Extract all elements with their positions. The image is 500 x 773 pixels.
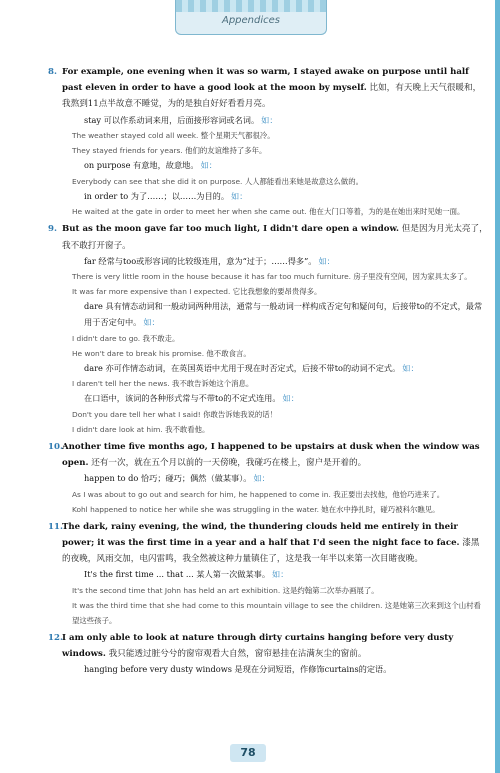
usage-note-text: It's the first time ... that ... 某人第一次做某事。 (84, 569, 271, 580)
example-chinese: 我正要出去找他，他恰巧进来了。 (333, 489, 445, 499)
example-sentence (38, 502, 488, 517)
entry-sentence (38, 519, 488, 568)
entry-number: 9. (48, 224, 57, 235)
example-label: 如： (272, 569, 289, 580)
example-chinese: 房子里没有空间，因为家具太多了。 (353, 272, 472, 282)
example-english: Everybody can see that she did it on purpose. (72, 176, 243, 186)
example-english: It was the third time that she had come to this mountain village to see the children. (72, 600, 383, 610)
example-sentence (38, 269, 488, 284)
example-chinese: 他们的友谊维持了多年。 (185, 146, 267, 156)
entry-chinese: 我只能透过脏兮兮的窗帘观看大自然，窗帘悬挂在沾满灰尘的窗前。 (108, 649, 367, 660)
example-sentence (38, 204, 488, 219)
section-title: Appendices (221, 15, 280, 26)
example-chinese: 这是她第三次来到这个山村看望这些孩子。 (72, 600, 481, 625)
example-chinese: 他在大门口等着，为的是在她出来时见她一面。 (309, 207, 465, 217)
usage-note (38, 567, 488, 583)
example-sentence (38, 376, 488, 391)
usage-note-text: on purpose 有意地，故意地。 (84, 160, 199, 171)
example-label: 如： (318, 255, 335, 266)
example-sentence (38, 128, 488, 143)
header-decoration (176, 0, 326, 12)
usage-note (38, 189, 488, 205)
entry-english: Another time five months ago, I happened to be upstairs at dusk when the window was open. (62, 441, 480, 468)
note-entry (38, 630, 488, 678)
entry-english: I am only able to look at nature through dirty curtains hanging before very dusty windows. (62, 632, 454, 660)
example-sentence (38, 143, 488, 158)
entry-english: For example, one evening when it was so warm, I stayed awake on purpose until half past eleven in order to have a good look at the moon by myself. (62, 67, 469, 94)
entry-chinese: 还有一次，就在五个月以前的一天傍晚，我碰巧在楼上，窗户是开着的。 (91, 457, 367, 468)
section-header-tab (175, 0, 327, 35)
example-sentence (38, 598, 488, 628)
usage-note (38, 662, 488, 678)
example-sentence (38, 422, 488, 437)
note-entry (38, 64, 488, 219)
example-sentence (38, 407, 488, 422)
usage-note (38, 391, 488, 407)
entry-english: The dark, rainy evening, the wind, the thundering clouds held me entirely in their power; it was the first time in a year and a half that I'd seen the night face to face. (62, 521, 460, 548)
note-entry (38, 439, 488, 517)
example-chinese: 我不敢看他。 (165, 424, 210, 434)
entry-sentence (38, 64, 488, 113)
usage-note (38, 361, 488, 377)
example-english: I didn't dare look at him. (72, 424, 163, 434)
example-chinese: 她在水中挣扎时，碰巧被科尔瞧见。 (321, 504, 440, 514)
usage-note (38, 299, 488, 330)
example-chinese: 你敢告诉她我说的话！ (203, 409, 278, 419)
example-chinese: 整个星期天气都很冷。 (200, 131, 275, 141)
example-english: Kohl happened to notice her while she was struggling in the water. (72, 504, 319, 514)
entry-number: 10. (48, 441, 63, 452)
page-number: 78 (230, 744, 266, 762)
usage-note-text: in order to 为了……；以……为目的。 (84, 190, 230, 201)
example-english: It's the second time that John has held an art exhibition. (72, 585, 281, 595)
entry-number: 8. (48, 67, 57, 77)
usage-note-text: dare 亦可作情态动词，在英国英语中尤用于现在时否定式，后接不带to的动词不定式。 (84, 362, 401, 373)
usage-note-text: dare 具有情态动词和一般动词两种用法，通常与一般动词一样构成否定句和疑问句，后接带to的不定式，最常用于否定句中。 (84, 301, 483, 327)
example-sentence (38, 346, 488, 361)
usage-note-text: happen to do 恰巧；碰巧；偶然（做某事）。 (84, 473, 252, 484)
entry-chinese: 比如，有天晚上天气很暖和，我熬到11点半故意不睡觉，为的是独自好好看看月亮。 (62, 83, 482, 110)
example-english: As I was about to go out and search for him, he happened to come in. (72, 489, 331, 499)
entry-number: 12. (48, 632, 63, 643)
example-label: 如： (143, 316, 160, 327)
note-entry (38, 221, 488, 436)
usage-note-text: stay 可以作系动词来用，后面接形容词或名词。 (84, 114, 260, 125)
entry-chinese: 漆黑的夜晚，风雨交加，电闪雷鸣，我全然被这种力量镇住了，这是我一年半以来第一次目睹夜晚。 (62, 537, 480, 565)
example-sentence (38, 174, 488, 189)
entry-number: 11. (48, 521, 63, 532)
example-english: I didn't dare to go. (72, 333, 141, 343)
example-english: He waited at the gate in order to meet her when she came out. (72, 207, 307, 217)
example-label: 如： (231, 190, 248, 201)
example-label: 如： (402, 362, 419, 373)
example-chinese: 我不敢走。 (142, 333, 180, 343)
entry-sentence (38, 439, 488, 471)
example-english: There is very little room in the house because it has far too much furniture. (72, 272, 352, 282)
entry-sentence (38, 221, 488, 253)
example-chinese: 这是约翰第二次举办画展了。 (282, 585, 379, 595)
example-label: 如： (200, 160, 217, 171)
example-english: They stayed friends for years. (72, 146, 183, 156)
page-edge-stripe (495, 0, 500, 773)
example-chinese: 我不敢告诉她这个消息。 (171, 379, 254, 389)
example-english: He won't dare to break his promise. (72, 348, 205, 358)
example-label: 如： (253, 473, 270, 484)
example-english: I daren't tell her the news. (72, 379, 170, 389)
example-label: 如： (282, 393, 299, 404)
example-sentence (38, 583, 488, 598)
note-entry (38, 519, 488, 628)
entry-sentence (38, 630, 488, 662)
example-label: 如： (261, 114, 278, 125)
entry-chinese: 但是因为月光太亮了，我不敢打开窗子。 (62, 224, 488, 251)
example-sentence (38, 487, 488, 502)
example-sentence (38, 331, 488, 346)
example-chinese: 人人都能看出来她是故意这么做的。 (244, 176, 363, 186)
notes-content (38, 64, 488, 680)
usage-note (38, 471, 488, 487)
usage-note-text: 在口语中，该词的各种形式常与不带to的不定式连用。 (84, 393, 281, 404)
example-chinese: 他不敢食言。 (206, 348, 251, 358)
example-english: The weather stayed cold all week. (72, 131, 199, 141)
example-english: Don't you dare tell her what I said! (72, 409, 201, 419)
usage-note (38, 254, 488, 270)
usage-note-text: far 经常与too或形容词的比较级连用，意为“过于；……得多”。 (84, 255, 317, 266)
usage-note (38, 113, 488, 129)
entry-english: But as the moon gave far too much light, I didn't dare open a window. (62, 224, 400, 235)
usage-note (38, 158, 488, 174)
example-english: It was far more expensive than I expected. (72, 287, 231, 297)
example-sentence (38, 284, 488, 299)
usage-note-text: hanging before very dusty windows 是现在分词短语，作修饰curtains的定语。 (84, 664, 392, 675)
example-chinese: 它比我想象的要昂贵得多。 (232, 287, 322, 297)
